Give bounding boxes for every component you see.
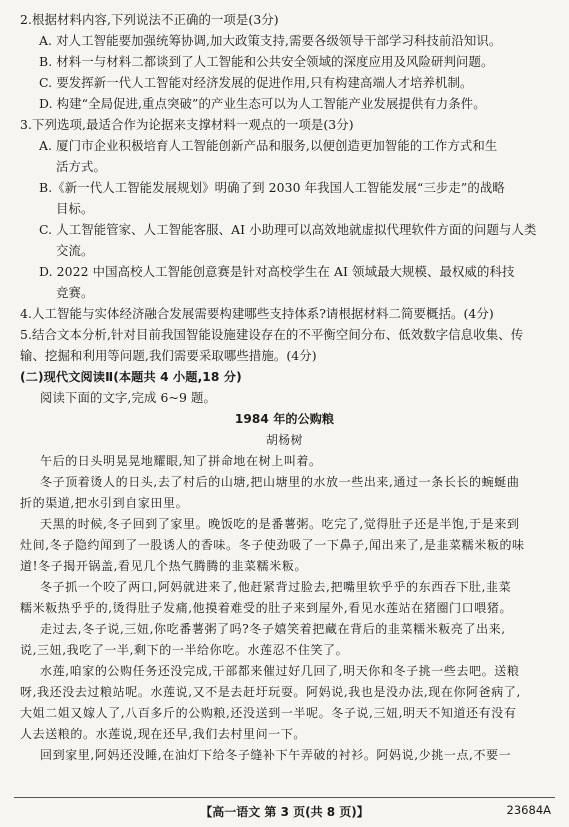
story-paragraph-4-line2: 糯米粄热乎乎的,烫得肚子发痛,他摸着难受的肚子来到屋外,看见水莲站在猪圈门口喂猪。 — [20, 601, 513, 615]
story-paragraph-7: 回到家里,阿妈还没睡,在油灯下给冬子缝补下午弄破的衬衫。阿妈说,少挑一点,不要一 — [40, 748, 512, 762]
story-paragraph-6-line2: 呀,我还没去过粮站呢。水莲说,又不是去赶圩玩耍。阿妈说,我也是没办法,现在你阿爸病了, — [20, 685, 521, 699]
q4-stem: 4.人工智能与实体经济融合发展需要构建哪些支持体系?请根据材料二简要概括。(4分) — [20, 306, 494, 321]
q3-stem: 3.下列选项,最适合作为论据来支撑材料一观点的一项是(3分) — [20, 117, 354, 132]
story-paragraph-6-line3: 大姐二姐又嫁人了,八百多斤的公购粮,还没送到一半呢。冬子说,三妞,明天不知道还有没有 — [20, 706, 517, 720]
story-paragraph-3-line3: 道!冬子揭开锅盖,看见几个热气腾腾的韭菜糯米粄。 — [20, 559, 308, 573]
q3-option-c-line2: 交流。 — [56, 243, 94, 258]
story-paragraph-2-line2: 折的渠道,把水引到自家田里。 — [20, 496, 189, 510]
story-title: 1984 年的公购粮 — [234, 412, 335, 426]
q3-option-c-line1: C. 人工智能管家、人工智能客服、AI 小助理可以高效地就虚拟代理软件方面的问题与人类 — [39, 222, 537, 237]
footer-divider — [14, 797, 555, 798]
story-paragraph-1: 午后的日头明晃晃地耀眼,知了拼命地在树上叫着。 — [40, 454, 322, 468]
q2-option-a: A. 对人工智能要加强统筹协调,加大政策支持,需要各级领导干部学习科技前沿知识。 — [39, 33, 502, 48]
story-paragraph-4-line1: 冬子抓一个咬了两口,阿妈就进来了,他赶紧背过脸去,把嘴里软乎乎的东西吞下肚,韭菜 — [40, 580, 512, 594]
q2-option-b: B. 材料一与材料二都谈到了人工智能和公共安全领域的深度应用及风险研判问题。 — [39, 54, 494, 69]
q3-option-a-line1: A. 厦门市企业积极培育人工智能创新产品和服务,以便创造更加智能的工作方式和生 — [39, 138, 498, 153]
q2-option-c: C. 要发挥新一代人工智能对经济发展的促进作用,只有构建高端人才培养机制。 — [39, 75, 473, 90]
q2-option-d: D. 构建“全局促进,重点突破”的产业生态可以为人工智能产业发展提供有力条件。 — [39, 96, 486, 111]
section-heading: (二)现代文阅读Ⅱ(本题共 4 小题,18 分) — [20, 370, 242, 384]
q3-option-a-line2: 活方式。 — [56, 159, 106, 174]
q3-option-d-line1: D. 2022 中国高校人工智能创意赛是针对高校学生在 AI 领域最大规模、最权威的科技 — [39, 264, 515, 279]
story-paragraph-6-line1: 水莲,咱家的公购任务还没完成,干部都来催过好几回了,明天你和冬子挑一些去吧。送粮 — [40, 664, 520, 678]
story-paragraph-5-line2: 说,三妞,我吃了一半,剩下的一半给你吃。水莲忍不住笑了。 — [20, 643, 349, 657]
q5-stem-line2: 输、挖掘和利用等问题,我们需要采取哪些措施。(4分) — [20, 348, 317, 363]
q2-stem: 2.根据材料内容,下列说法不正确的一项是(3分) — [20, 12, 279, 27]
reading-instruction: 阅读下面的文字,完成 6~9 题。 — [40, 390, 216, 405]
story-paragraph-6-line4: 人去送粮的。水莲说,现在还早,我们去村里问一下。 — [20, 727, 307, 741]
footer-exam-code: 23684A — [506, 803, 551, 817]
q3-option-d-line2: 竞赛。 — [56, 285, 94, 300]
story-paragraph-3-line1: 天黑的时候,冬子回到了家里。晚饭吃的是番薯粥。吃完了,觉得肚子还是半饱,于是来到 — [40, 517, 520, 531]
q5-stem-line1: 5.结合文本分析,针对目前我国智能设施建设存在的不平衡空间分布、低效数字信息收集、传 — [20, 327, 524, 342]
story-paragraph-5-line1: 走过去,冬子说,三妞,你吃番薯粥了吗?冬子嬉笑着把藏在背后的韭菜糯米粄亮了出来, — [40, 622, 506, 636]
q3-option-b-line1: B.《新一代人工智能发展规划》明确了到 2030 年我国人工智能发展“三步走”的战略 — [39, 180, 505, 195]
story-author: 胡杨树 — [266, 433, 303, 447]
q3-option-b-line2: 目标。 — [56, 201, 94, 216]
story-paragraph-3-line2: 灶间,冬子隐约闻到了一股诱人的香味。冬子使劲吸了一下鼻子,闻出来了,是韭菜糯米粄的味 — [20, 538, 525, 552]
story-paragraph-2-line1: 冬子顶着烫人的日头,去了村后的山塘,把山塘里的水放一些出来,通过一条长长的蜿蜒曲 — [40, 475, 520, 489]
footer-page-info: 【高一语文 第 3 页(共 8 页)】 — [200, 805, 369, 819]
